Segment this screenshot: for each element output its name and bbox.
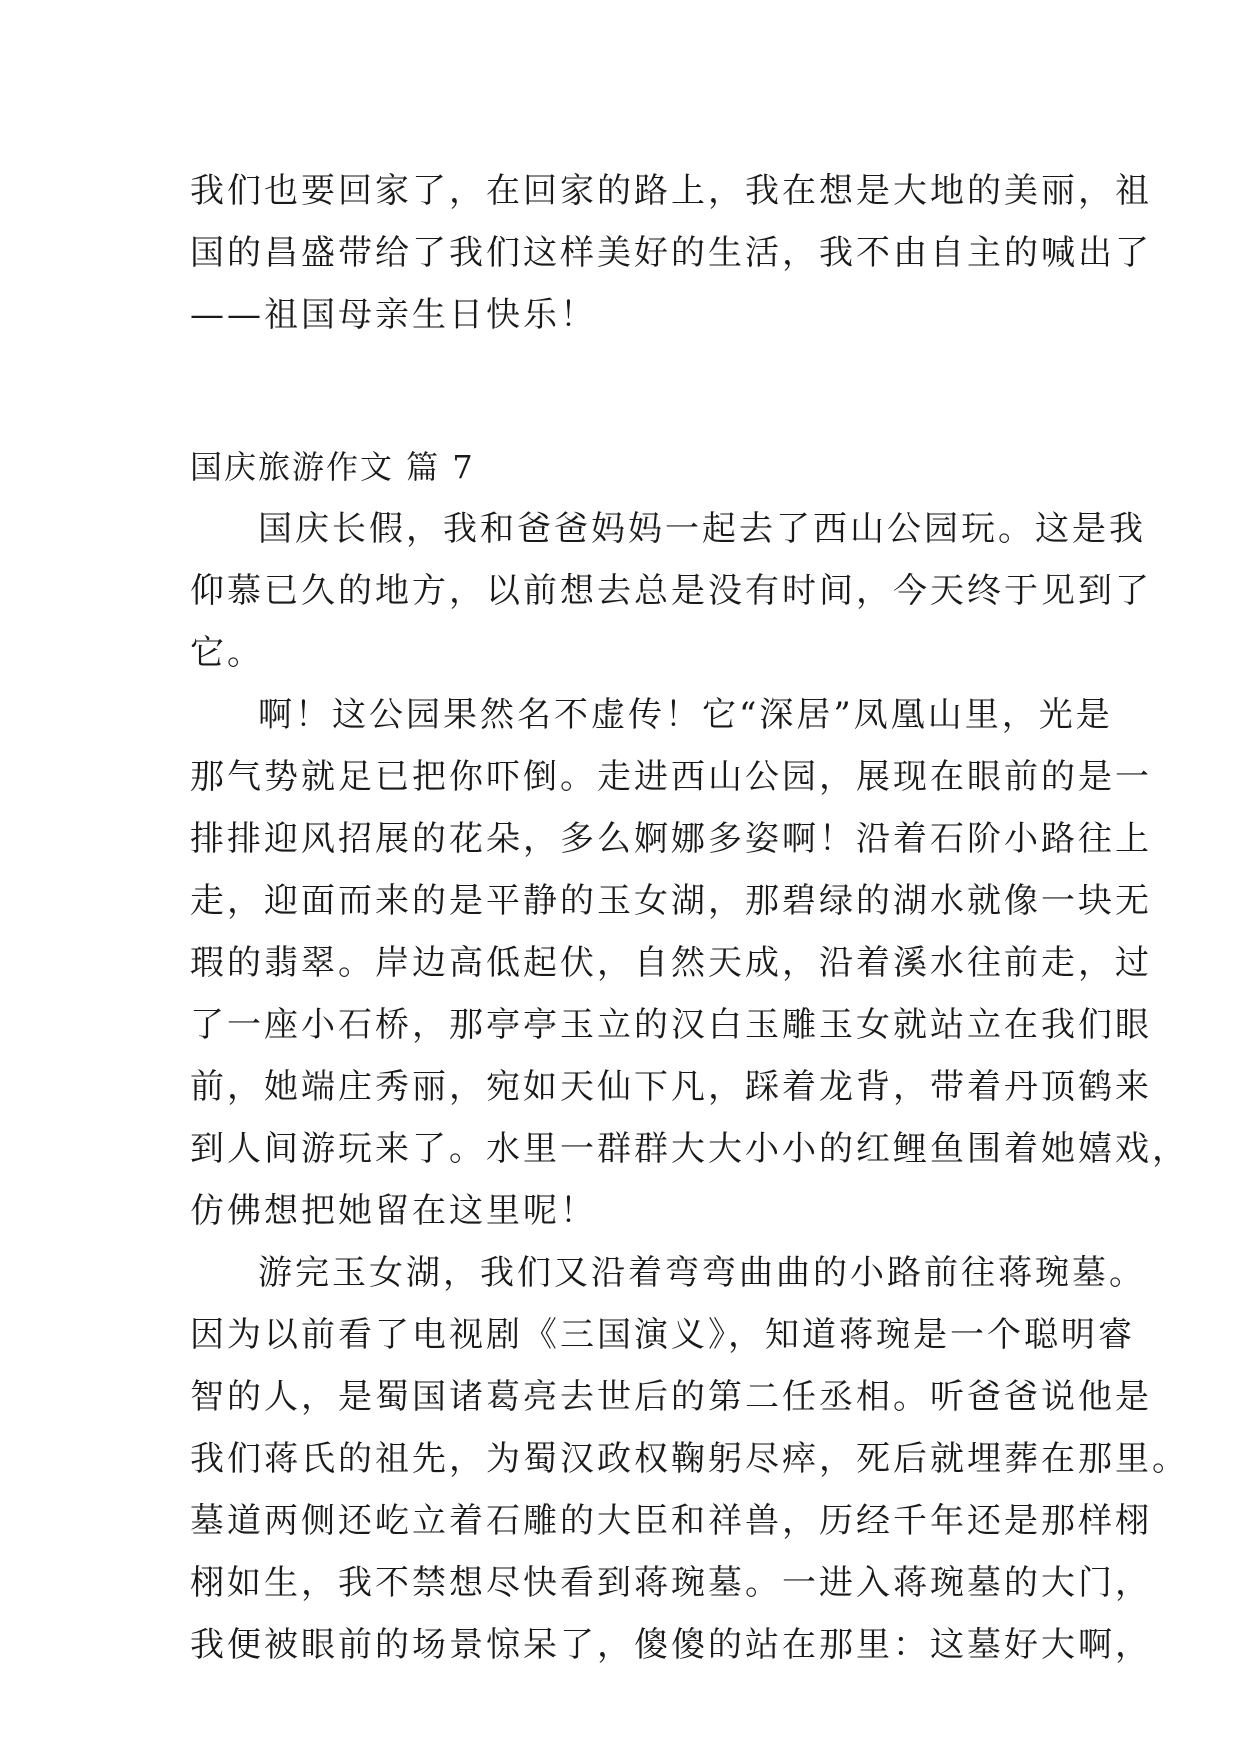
- text-line: 它。: [190, 633, 264, 673]
- text-line: 了一座小石桥，那亭亭玉立的汉白玉雕玉女就站立在我们眼: [190, 1005, 1152, 1045]
- text-line: 我们蒋氏的祖先，为蜀汉政权鞠躬尽瘁，死后就埋葬在那里。: [190, 1439, 1189, 1479]
- text-line: ——祖国母亲生日快乐！: [190, 295, 597, 335]
- intro-paragraph: [190, 160, 1152, 346]
- text-line: 墓道两侧还屹立着石雕的大臣和祥兽，历经千年还是那样栩: [190, 1501, 1152, 1541]
- text-line: 栩如生，我不禁想尽快看到蒋琬墓。一进入蒋琬墓的大门，: [190, 1563, 1152, 1603]
- text-line: 因为以前看了电视剧《三国演义》，知道蒋琬是一个聪明睿: [190, 1315, 1135, 1355]
- text-line: 那气势就足已把你吓倒。走进西山公园，展现在眼前的是一: [190, 757, 1152, 797]
- paragraph-2: [190, 684, 1189, 1242]
- text-line: 国庆长假，我和爸爸妈妈一起去了西山公园玩。这是我: [258, 509, 1146, 549]
- text-line: 我们也要回家了，在回家的路上，我在想是大地的美丽，祖: [190, 171, 1152, 211]
- text-line: 游完玉女湖，我们又沿着弯弯曲曲的小路前往蒋琬墓。: [258, 1253, 1146, 1293]
- text-line: 啊！这公园果然名不虚传！它“深居”凤凰山里，光是: [258, 695, 1113, 735]
- text-line: 瑕的翡翠。岸边高低起伏，自然天成，沿着溪水往前走，过: [190, 943, 1152, 983]
- paragraph-3: [190, 1242, 1189, 1676]
- text-line: 仰慕已久的地方，以前想去总是没有时间，今天终于见到了: [190, 571, 1152, 611]
- text-line: 到人间游玩来了。水里一群群大大小小的红鲤鱼围着她嬉戏，: [190, 1129, 1189, 1169]
- section-title: 国庆旅游作文 篇 7: [190, 448, 475, 486]
- text-line: 仿佛想把她留在这里呢！: [190, 1191, 597, 1231]
- text-line: 智的人，是蜀国诸葛亮去世后的第二任丞相。听爸爸说他是: [190, 1377, 1152, 1417]
- text-line: 走，迎面而来的是平静的玉女湖，那碧绿的湖水就像一块无: [190, 881, 1152, 921]
- text-line: 国的昌盛带给了我们这样美好的生活，我不由自主的喊出了: [190, 233, 1152, 273]
- paragraph-1: [190, 498, 1152, 684]
- text-line: 前，她端庄秀丽，宛如天仙下凡，踩着龙背，带着丹顶鹤来: [190, 1067, 1152, 1107]
- section-gap: [190, 346, 1050, 436]
- text-line: 我便被眼前的场景惊呆了，傻傻的站在那里：这墓好大啊，: [190, 1625, 1152, 1665]
- text-line: 排排迎风招展的花朵，多么婀娜多姿啊！沿着石阶小路往上: [190, 819, 1152, 859]
- document-page: [190, 160, 1189, 1676]
